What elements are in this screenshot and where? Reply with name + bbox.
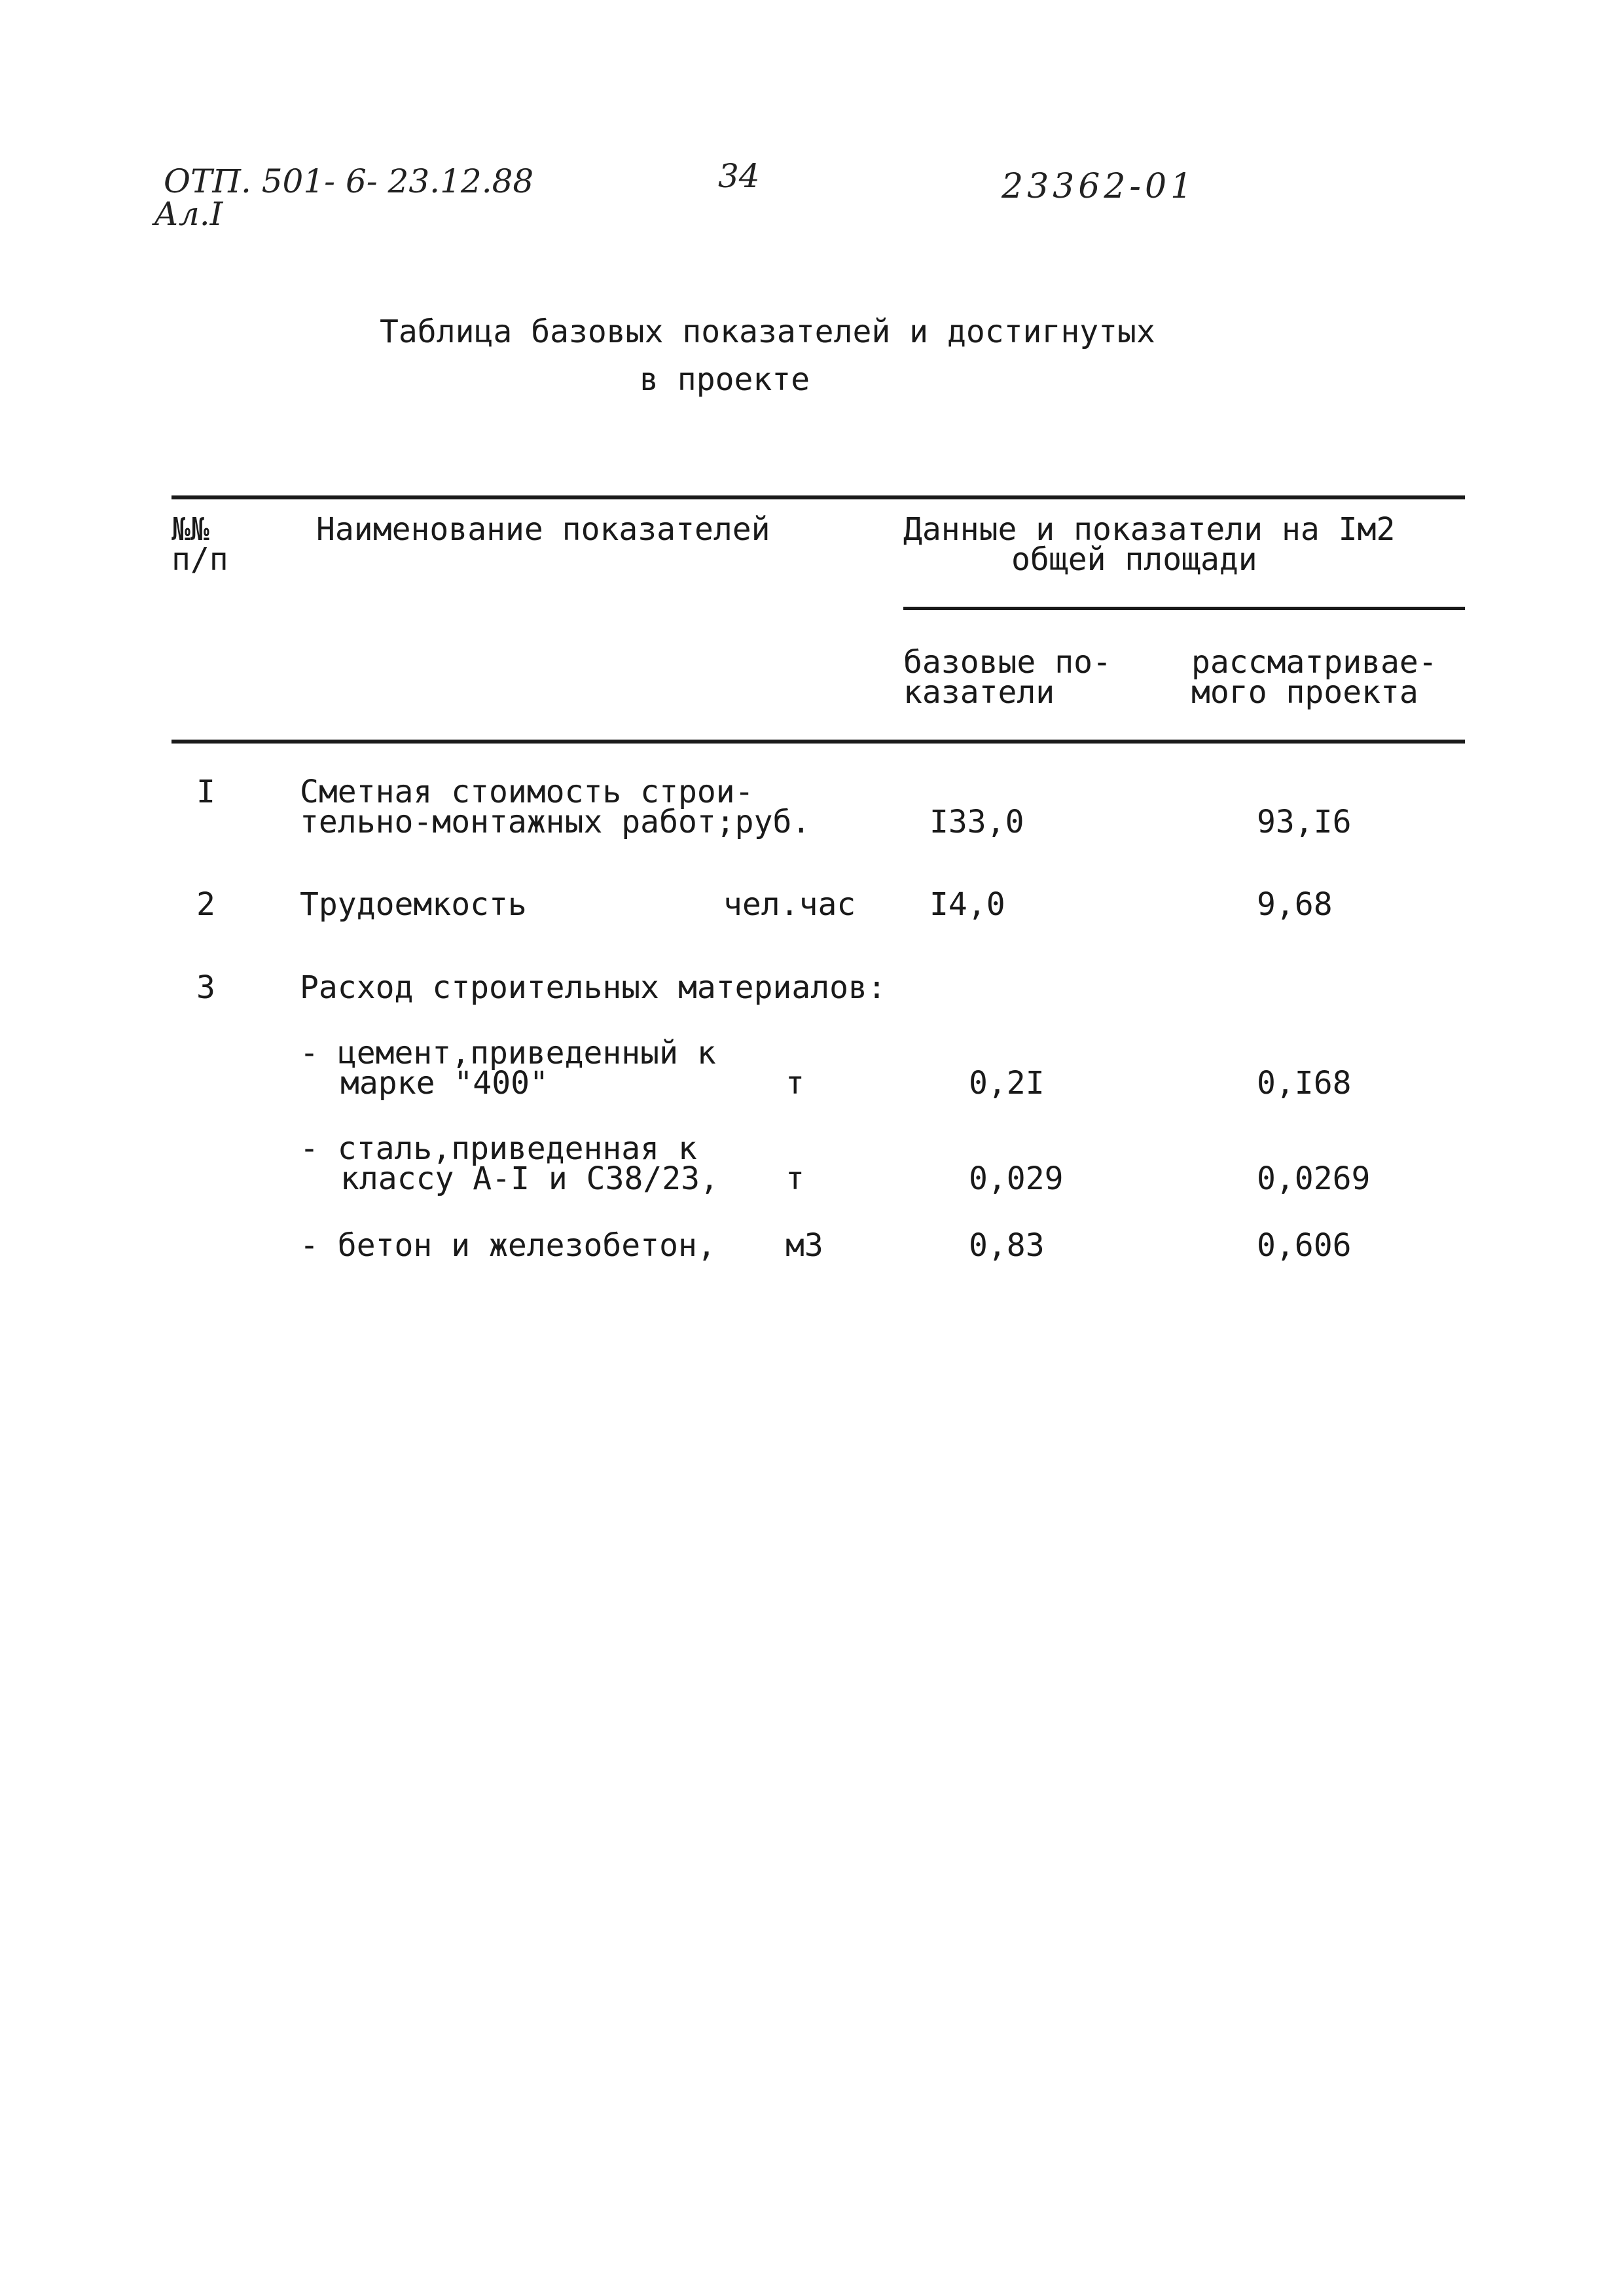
page-number: 34 [718,157,760,195]
material-steel-line-2: классу А-I и С38/23, [340,1160,719,1197]
material-cement-line-1: - цемент,приведенный к [300,1035,716,1071]
column-header-base: базовые по- [903,644,1111,681]
column-header-data-sub: общей площади [1011,541,1257,578]
material-concrete-base: 0,83 [969,1227,1045,1264]
material-steel-line-1: - сталь,приведенная к [300,1130,697,1167]
document-code: ОТП. 501- 6- 23.12.88 [164,162,534,200]
row-1-name-line-1: Сметная стоимость строи- [300,774,754,810]
subheader-rule [903,607,1465,610]
column-header-number: №№ [171,511,209,548]
row-1-number: I [196,774,215,810]
table-top-rule [171,495,1465,499]
column-header-project-sub: мого проекта [1191,674,1418,711]
row-1-name-line-2: тельно-монтажных работ;руб. [300,804,811,840]
material-cement-unit: т [785,1065,804,1102]
row-3-number: 3 [196,969,215,1006]
row-1-base-value: I33,0 [929,804,1024,840]
column-header-name: Наименование показателей [316,511,770,548]
column-header-number-sub: п/п [171,541,228,578]
row-2-number: 2 [196,886,215,923]
album-label: Ал.I [154,195,223,233]
material-concrete-unit: м3 [785,1227,823,1264]
material-concrete-line-1: - бетон и железобетон, [300,1227,716,1264]
material-cement-line-2: марке "400" [340,1065,549,1102]
material-steel-base: 0,029 [969,1160,1064,1197]
inventory-number: 23362-01 [1001,167,1197,206]
column-header-base-sub: казатели [903,674,1055,711]
table-title-line-2: в проекте [640,361,810,398]
material-steel-project: 0,0269 [1257,1160,1371,1197]
material-cement-project: 0,I68 [1257,1065,1352,1102]
row-2-name: Трудоемкость [300,886,527,923]
material-steel-unit: т [785,1160,804,1197]
row-2-base-value: I4,0 [929,886,1005,923]
column-header-project: рассматривае- [1191,644,1437,681]
row-2-unit: чел.час [723,886,856,923]
row-3-name: Расход строительных материалов: [300,969,886,1006]
material-cement-base: 0,2I [969,1065,1045,1102]
material-concrete-project: 0,606 [1257,1227,1352,1264]
column-header-data: Данные и показатели на Iм2 [903,511,1396,548]
row-1-project-value: 93,I6 [1257,804,1352,840]
row-2-project-value: 9,68 [1257,886,1333,923]
header-bottom-rule [171,740,1465,744]
table-title-line-1: Таблица базовых показателей и достигнутых [380,314,1155,350]
